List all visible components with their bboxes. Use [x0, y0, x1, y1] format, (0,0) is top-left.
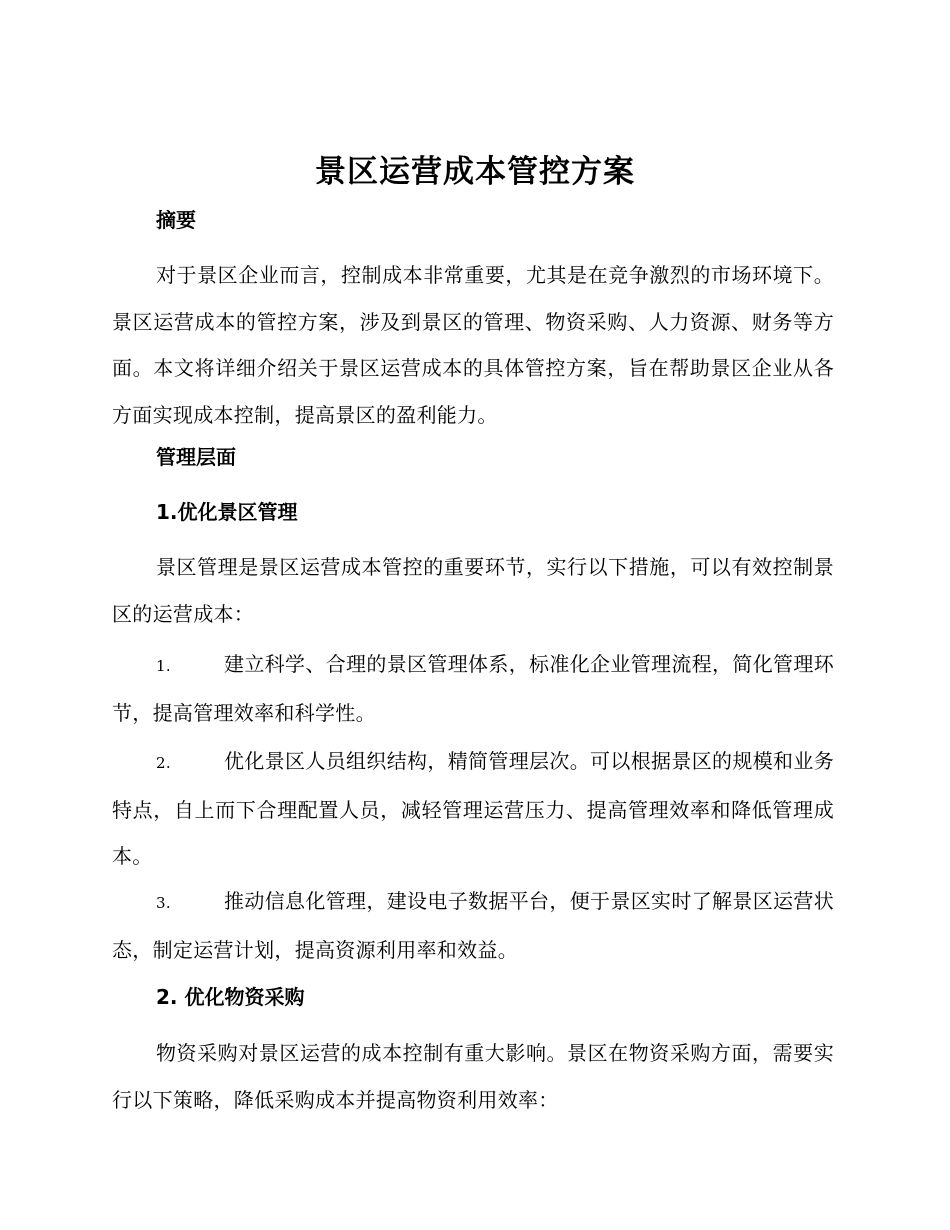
management-intro-paragraph: 景区管理是景区运营成本管控的重要环节，实行以下措施，可以有效控制景区的运营成本： [112, 555, 834, 626]
list-item-text: 推动信息化管理，建设电子数据平台，便于景区实时了解景区运营状态，制定运营计划，提高资源利用率和效益。 [112, 889, 834, 962]
list-item-number: 3. [156, 894, 171, 912]
list-item-text: 建立科学、合理的景区管理体系，标准化企业管理流程，简化管理环节，提高管理效率和科学性。 [112, 652, 834, 725]
subsection-heading-optimize-management: 1.优化景区管理 [156, 500, 298, 524]
abstract-heading: 摘要 [156, 208, 196, 232]
list-item [112, 738, 834, 880]
list-item-text: 优化景区人员组织结构，精简管理层次。可以根据景区的规模和业务特点，自上而下合理配置人员，减轻管理运营压力、提高管理效率和降低管理成本。 [112, 749, 834, 868]
procurement-intro-paragraph: 物资采购对景区运营的成本控制有重大影响。景区在物资采购方面，需要实行以下策略，降低采购成本并提高物资利用效率： [112, 1041, 834, 1112]
list-item-number: 1. [156, 657, 171, 675]
list-item [112, 641, 834, 736]
subsection-heading-optimize-procurement: 2. 优化物资采购 [156, 985, 305, 1009]
list-item-number: 2. [156, 754, 171, 772]
section-heading-management: 管理层面 [156, 445, 236, 469]
list-item [112, 878, 834, 973]
abstract-paragraph: 对于景区企业而言，控制成本非常重要，尤其是在竞争激烈的市场环境下。景区运营成本的管控方案，涉及到景区的管理、物资采购、人力资源、财务等方面。本文将详细介绍关于景区运营成本的具体管控方案，旨在帮助景区企业从各方面实现成本控制，提高景区的盈利能力。 [112, 263, 834, 427]
document-title: 景区运营成本管控方案 [315, 154, 635, 190]
